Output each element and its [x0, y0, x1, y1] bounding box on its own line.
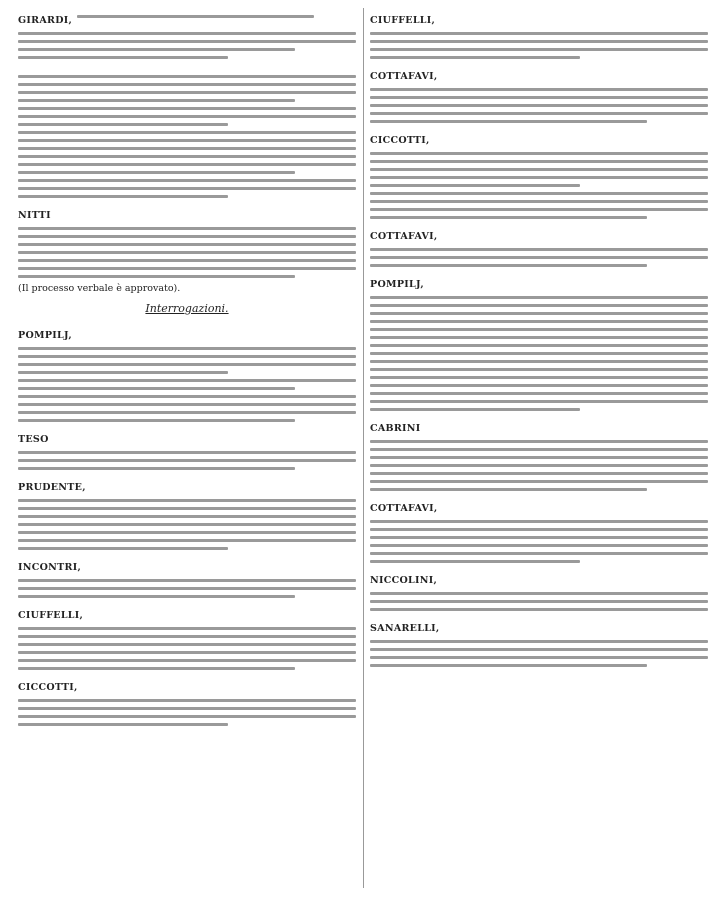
speaker-name: COTTAFAVI,	[370, 71, 438, 82]
section-heading: Interrogazioni.	[145, 302, 229, 315]
speaker-name: GIRARDI,	[18, 15, 73, 26]
speaker-name: SANARELLI,	[370, 623, 440, 634]
speaker-name: PRUDENTE,	[18, 482, 86, 493]
speaker-name: TESO	[18, 434, 49, 445]
paragraph	[18, 203, 356, 222]
paragraph	[370, 568, 708, 587]
paragraph	[370, 224, 708, 243]
left-column	[18, 8, 356, 888]
paragraph	[18, 603, 356, 622]
speaker-name: CIUFFELLI,	[370, 15, 436, 26]
speaker-name: CABRINI	[370, 423, 421, 434]
paragraph	[18, 475, 356, 494]
paragraph	[370, 272, 708, 291]
paragraph	[370, 616, 708, 635]
paragraph	[18, 8, 356, 27]
speaker-name: CICCOTTI,	[18, 682, 78, 693]
right-column	[370, 8, 708, 888]
paragraph	[18, 427, 356, 446]
paragraph	[370, 64, 708, 83]
paragraph	[370, 8, 708, 27]
paragraph	[18, 675, 356, 694]
column-divider	[363, 8, 364, 888]
speaker-name: NITTI	[18, 210, 51, 221]
paragraph	[370, 416, 708, 435]
speaker-name: COTTAFAVI,	[370, 503, 438, 514]
paragraph	[18, 323, 356, 342]
document-page	[18, 8, 708, 888]
speaker-name: POMPILJ,	[370, 279, 425, 290]
paragraph	[370, 128, 708, 147]
paragraph	[370, 496, 708, 515]
speaker-name: INCONTRI,	[18, 562, 82, 573]
speaker-name: COTTAFAVI,	[370, 231, 438, 242]
speaker-name: CIUFFELLI,	[18, 610, 84, 621]
paragraph	[18, 555, 356, 574]
speaker-name: NICCOLINI,	[370, 575, 438, 586]
verbale-note: (Il processo verbale è approvato).	[18, 283, 181, 294]
speaker-name: CICCOTTI,	[370, 135, 430, 146]
speaker-name: POMPILJ,	[18, 330, 73, 341]
